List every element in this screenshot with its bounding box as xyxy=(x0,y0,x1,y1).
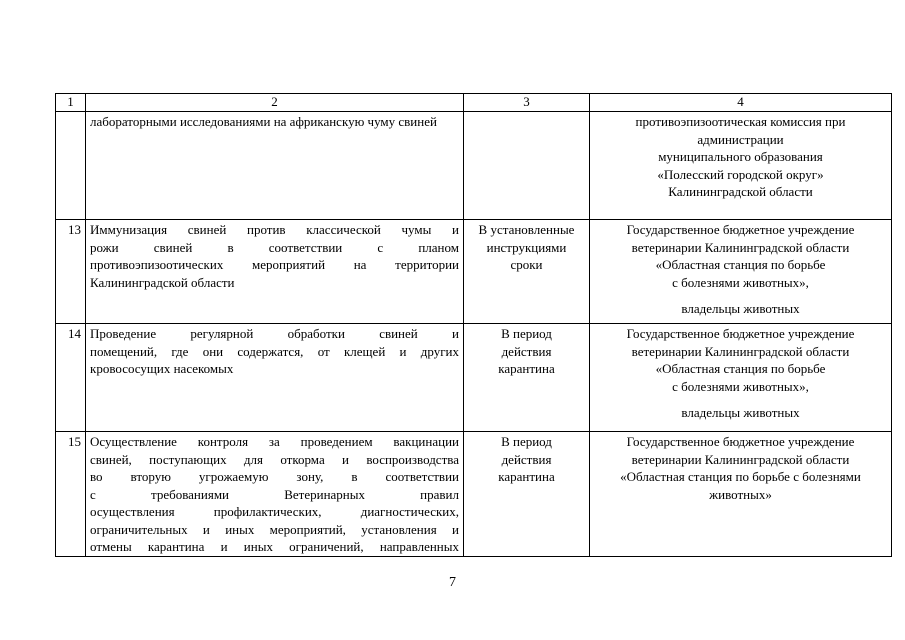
term-line: В период xyxy=(501,434,552,449)
executor-line: ветеринарии Калининградской области xyxy=(631,451,850,467)
table-row xyxy=(56,220,892,324)
executor-owners: владельцы животных xyxy=(681,405,800,420)
executor-owners: владельцы животных xyxy=(681,301,800,316)
measure-description xyxy=(86,324,464,432)
executor-line: ветеринарии Калининградской области xyxy=(631,343,850,359)
measure-description: лабораторными исследованиями на африканскую чуму свиней xyxy=(86,112,464,220)
table-row xyxy=(56,432,892,557)
description-line: Осуществление контроля за проведением вакцинации xyxy=(90,434,459,449)
header-col-3: 3 xyxy=(464,94,590,112)
row-number: 14 xyxy=(56,324,86,432)
description-line: кровососущих насекомых xyxy=(90,361,234,376)
header-col-4: 4 xyxy=(590,94,892,112)
term-line: сроки xyxy=(510,257,543,272)
table-row xyxy=(56,112,892,220)
term-line: карантина xyxy=(498,469,555,484)
page-number: 7 xyxy=(449,575,456,590)
description-line: осуществления профилактических, диагностических, xyxy=(90,504,459,519)
description-line: свиней, поступающих для откорма и воспроизводства xyxy=(90,451,459,467)
description-line: противоэпизоотических мероприятий на территории xyxy=(90,257,459,272)
executor-line: животных» xyxy=(709,486,772,502)
executor-line: администрации xyxy=(697,131,784,147)
table-row xyxy=(56,324,892,432)
measure-executor xyxy=(590,112,892,220)
measures-table xyxy=(55,93,892,557)
executor-line: Государственное бюджетное учреждение xyxy=(626,222,855,237)
executor-line: Государственное бюджетное учреждение xyxy=(626,326,855,341)
row-number: 13 xyxy=(56,220,86,324)
row-number xyxy=(56,112,86,220)
description-line: Калининградской области xyxy=(90,274,235,290)
executor-line: «Областная станция по борьбе xyxy=(655,361,826,376)
executor-line: «Областная станция по борьбе с болезнями xyxy=(620,469,861,484)
measure-term xyxy=(464,112,590,220)
term-line: В период xyxy=(501,326,552,341)
description-line: ограничительных и иных мероприятий, установления и xyxy=(90,521,459,537)
executor-line: противоэпизоотическая комиссия при xyxy=(635,114,846,129)
measure-executor xyxy=(590,432,892,557)
term-line: действия xyxy=(501,451,552,467)
term-line: карантина xyxy=(498,361,555,376)
description-line: Проведение регулярной обработки свиней и xyxy=(90,326,459,341)
measure-executor xyxy=(590,220,892,324)
term-line: В установленные xyxy=(478,222,575,237)
executor-line: муниципального образования xyxy=(658,149,823,164)
description-line: отмены карантина и иных ограничений, направленных xyxy=(90,539,459,554)
executor-line: ветеринарии Калининградской области xyxy=(631,239,850,255)
description-line: помещений, где они содержатся, от клещей и других xyxy=(90,343,459,359)
measure-term xyxy=(464,432,590,557)
measure-term xyxy=(464,220,590,324)
header-col-2: 2 xyxy=(86,94,464,112)
spacer xyxy=(594,395,887,404)
measure-description xyxy=(86,220,464,324)
measure-executor xyxy=(590,324,892,432)
term-line: действия xyxy=(501,343,552,359)
executor-line: с болезнями животных», xyxy=(672,378,809,394)
spacer xyxy=(594,291,887,300)
description-line: Иммунизация свиней против классической чумы и xyxy=(90,222,459,237)
executor-line: «Полесский городской округ» xyxy=(657,166,824,182)
executor-line: Государственное бюджетное учреждение xyxy=(626,434,855,449)
executor-line: Калининградской области xyxy=(668,184,813,199)
executor-line: с болезнями животных», xyxy=(672,274,809,290)
measure-description xyxy=(86,432,464,557)
header-row xyxy=(56,94,892,112)
measure-term xyxy=(464,324,590,432)
executor-line: «Областная станция по борьбе xyxy=(655,257,826,272)
description-line: во вторую угрожаемую зону, в соответствии xyxy=(90,469,459,484)
row-number: 15 xyxy=(56,432,86,557)
description-line: с требованиями Ветеринарных правил xyxy=(90,486,459,502)
description-line: рожи свиней в соответствии с планом xyxy=(90,239,459,255)
term-line: инструкциями xyxy=(486,239,567,255)
header-col-1: 1 xyxy=(56,94,86,112)
